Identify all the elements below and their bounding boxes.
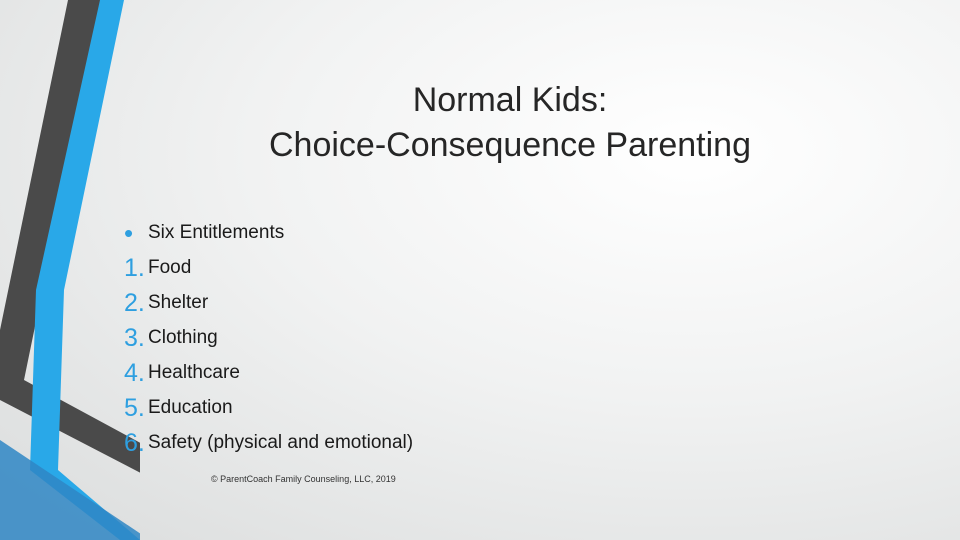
list-item [124,421,413,456]
copyright-footer: © ParentCoach Family Counseling, LLC, 2019 [211,474,396,484]
list-number: 3. [124,324,145,352]
list-number: 2. [124,289,145,317]
bullet-text: Six Entitlements [148,222,285,243]
title-line-2: Choice-Consequence Parenting [269,126,751,164]
list-item [124,386,413,421]
list-text: Clothing [148,327,218,348]
list-number: 4. [124,359,145,387]
list-number: 6. [124,429,145,457]
list-text: Safety (physical and emotional) [148,432,414,453]
slide-body [124,211,413,456]
list-item [124,316,413,351]
title-line-1: Normal Kids: [412,81,608,119]
list-item [124,246,413,281]
list-number: 5. [124,394,145,422]
bullet-row [124,211,413,246]
bullet-icon: • [124,218,134,248]
list-text: Education [148,397,233,418]
list-number: 1. [124,254,145,282]
list-text: Shelter [148,292,209,313]
list-text: Food [148,257,192,278]
list-item [124,281,413,316]
left-stripes-decoration [0,0,140,540]
list-text: Healthcare [148,362,240,383]
slide-title [150,78,870,168]
list-item [124,351,413,386]
